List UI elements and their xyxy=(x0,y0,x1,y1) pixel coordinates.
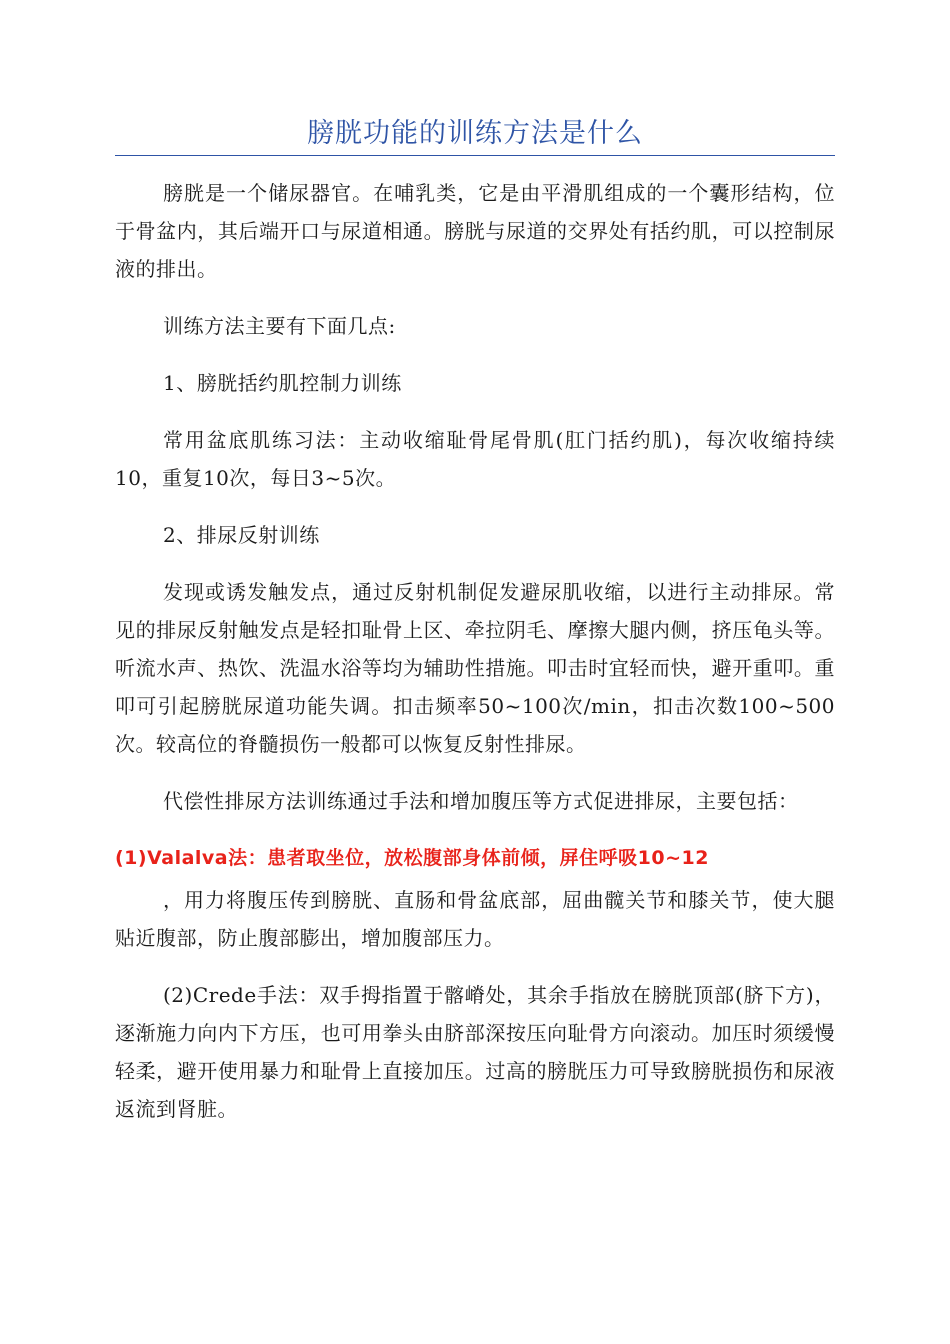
section-heading-1: 1、膀胱括约肌控制力训练 xyxy=(163,371,402,395)
paragraph-pelvic-exercise: 常用盆底肌练习法：主动收缩耻骨尾骨肌(肛门括约肌)，每次收缩持续10，重复10次，每日3~5次。 xyxy=(115,428,835,490)
paragraph-compensatory: 代偿性排尿方法训练通过手法和增加腹压等方式促进排尿，主要包括： xyxy=(163,789,799,813)
paragraph-reflex-training: 发现或诱发触发点，通过反射机制促发避尿肌收缩，以进行主动排尿。常见的排尿反射触发点是轻扣耻骨上区、牵拉阴毛、摩擦大腿内侧，挤压龟头等。听流水声、热饮、洗温水浴等均为辅助性措施。叩击时宜轻而快，避开重叩。重叩可引起膀胱尿道功能失调。扣击频率50~100次/min，扣击次数100~500次。较高位的脊髓损伤一般都可以恢复反射性排尿。 xyxy=(115,580,835,756)
document-body xyxy=(115,174,835,1147)
section-heading-2: 2、排尿反射训练 xyxy=(163,523,320,547)
title-underline xyxy=(115,155,835,156)
highlight-valsalva-heading: (1)Valalva法：患者取坐位，放松腹部身体前倾，屏住呼吸10~12 xyxy=(115,847,709,869)
paragraph-valsalva: ，用力将腹压传到膀胱、直肠和骨盆底部，屈曲髋关节和膝关节，使大腿贴近腹部，防止腹部膨出，增加腹部压力。 xyxy=(115,888,835,950)
paragraph-intro: 膀胱是一个储尿器官。在哺乳类，它是由平滑肌组成的一个囊形结构，位于骨盆内，其后端开口与尿道相通。膀胱与尿道的交界处有括约肌，可以控制尿液的排出。 xyxy=(115,181,835,281)
document-title: 膀胱功能的训练方法是什么 xyxy=(307,118,643,149)
paragraph-crede: (2)Crede手法：双手拇指置于髂嵴处，其余手指放在膀胱顶部(脐下方)，逐渐施力向内下方压，也可用拳头由脐部深按压向耻骨方向滚动。加压时须缓慢轻柔，避开使用暴力和耻骨上直接加压。过高的膀胱压力可导致膀胱损伤和尿液返流到肾脏。 xyxy=(115,983,835,1121)
paragraph-methods-intro: 训练方法主要有下面几点: xyxy=(163,314,396,338)
